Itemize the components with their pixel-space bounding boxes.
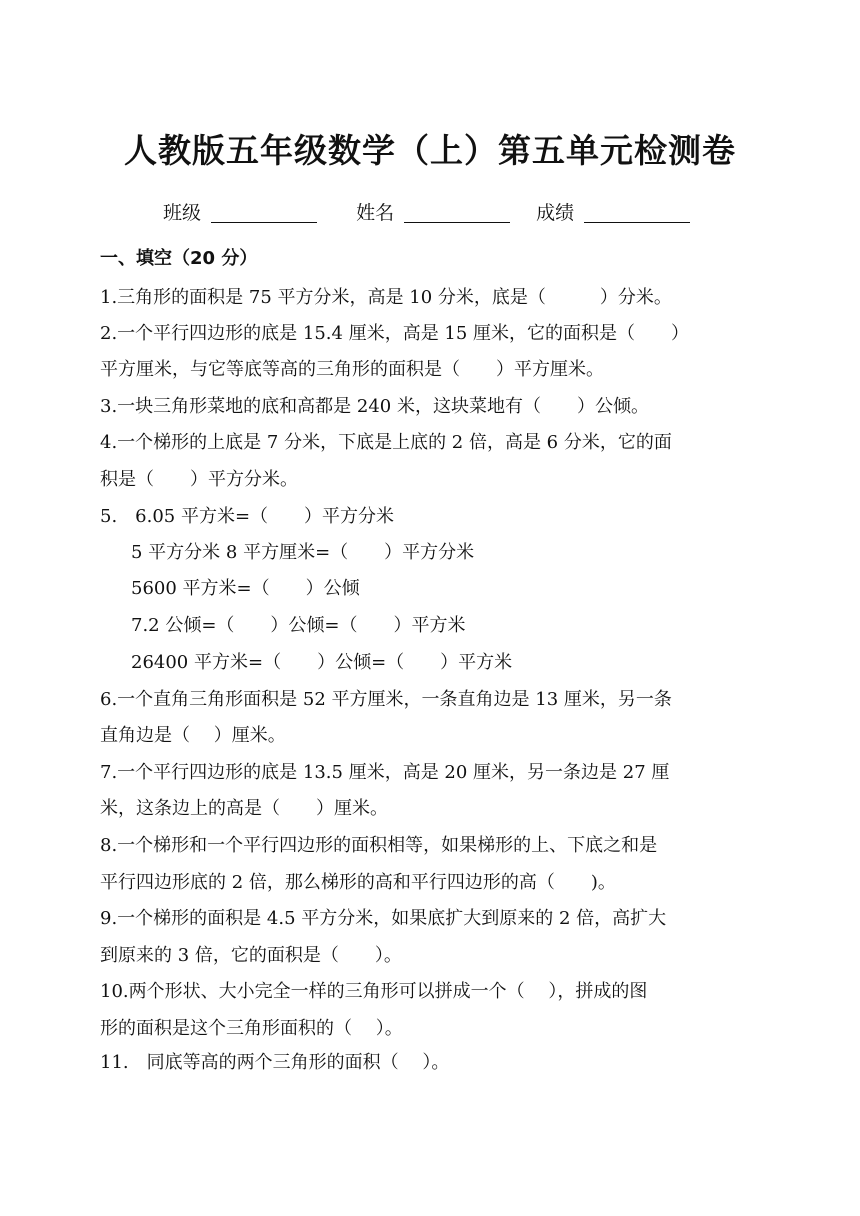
student-info-line [163,200,690,226]
question-1: 1.三角形的面积是 75 平方分米，高是 10 分米，底是（ ）分米。 [100,287,672,308]
question-5-item-3: 5600 平方米=（ ）公倾 [131,578,360,599]
question-11: 11. 同底等高的两个三角形的面积（ ）。 [100,1052,450,1073]
question-4-cont: 积是（ ）平方分米。 [100,469,298,490]
class-label: 班级 [163,202,202,224]
page-title: 人教版五年级数学（上）第五单元检测卷 [124,131,736,170]
question-4: 4.一个梯形的上底是 7 分米，下底是上底的 2 倍，高是 6 分米，它的面 [100,432,672,453]
question-6-cont: 直角边是（ ）厘米。 [100,725,286,746]
question-9-cont: 到原来的 3 倍，它的面积是（ ）。 [100,945,402,966]
question-8: 8.一个梯形和一个平行四边形的面积相等，如果梯形的上、下底之和是 [100,835,658,856]
question-10: 10.两个形状、大小完全一样的三角形可以拼成一个（ ），拼成的图 [100,981,648,1002]
class-blank[interactable] [211,202,317,223]
question-5-item-2: 5 平方分米 8 平方厘米=（ ）平方分米 [131,542,475,563]
question-8-cont: 平行四边形底的 2 倍，那么梯形的高和平行四边形的高（ )。 [100,872,616,893]
question-7-cont: 米，这条边上的高是（ ）厘米。 [100,798,388,819]
question-5: 5. 6.05 平方米=（ ）平方分米 [100,506,395,527]
section-heading: 一、填空（20 分） [100,248,258,269]
question-2-cont: 平方厘米，与它等底等高的三角形的面积是（ ）平方厘米。 [100,359,604,380]
name-label: 姓名 [356,202,395,224]
question-6: 6.一个直角三角形面积是 52 平方厘米，一条直角边是 13 厘米，另一条 [100,689,672,710]
question-3: 3.一块三角形菜地的底和高都是 240 米，这块菜地有（ ）公倾。 [100,396,649,417]
score-blank[interactable] [584,202,690,223]
question-2: 2.一个平行四边形的底是 15.4 厘米，高是 15 厘米，它的面积是（ ） [100,323,690,344]
score-label: 成绩 [536,202,575,224]
question-7: 7.一个平行四边形的底是 13.5 厘米，高是 20 厘米，另一条边是 27 厘 [100,762,670,783]
name-blank[interactable] [404,202,510,223]
question-5-item-4: 7.2 公倾=（ ）公倾=（ ）平方米 [131,615,466,636]
question-9: 9.一个梯形的面积是 4.5 平方分米，如果底扩大到原来的 2 倍，高扩大 [100,908,667,929]
question-5-item-5: 26400 平方米=（ ）公倾=（ ）平方米 [131,652,513,673]
question-10-cont: 形的面积是这个三角形面积的（ ）。 [100,1018,403,1039]
